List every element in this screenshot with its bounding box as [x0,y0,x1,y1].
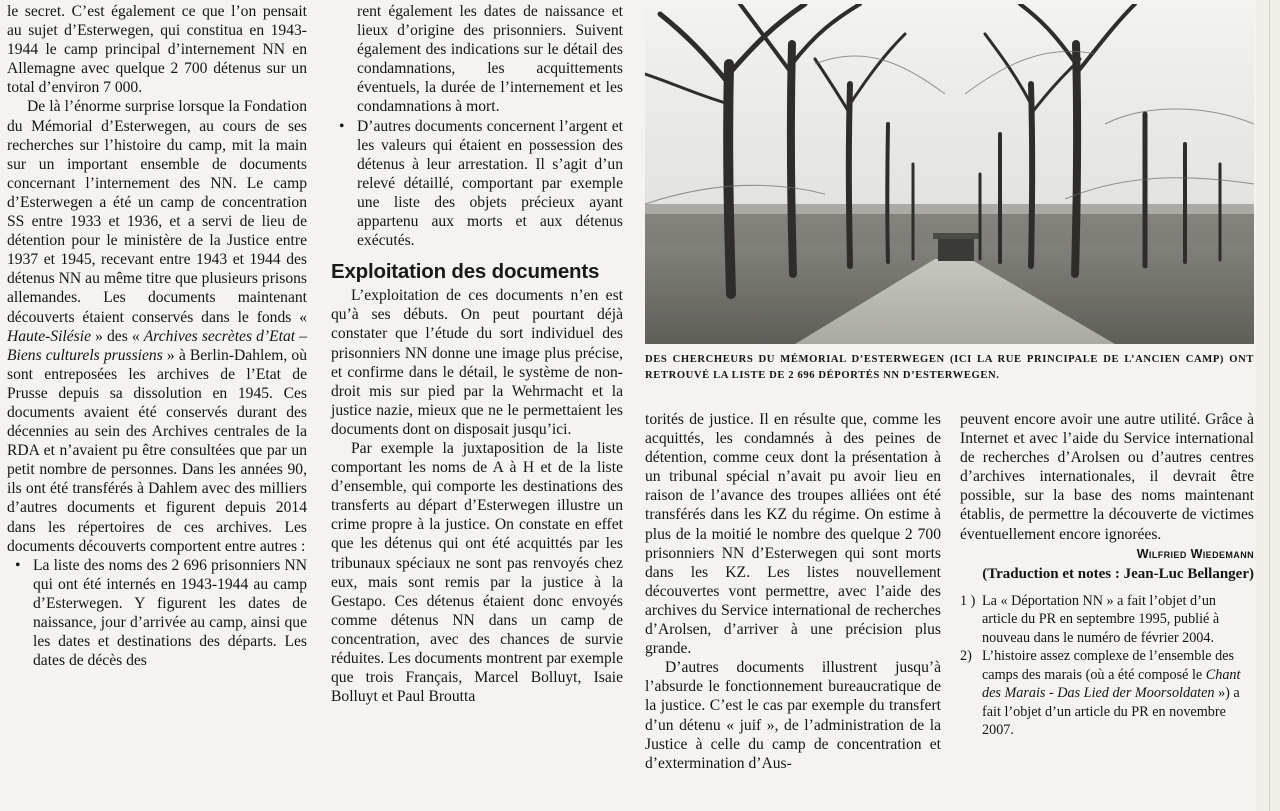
footnote-2 [960,647,1254,740]
column-4 [960,410,1254,740]
archive-fund-name: Haute-Silésie [7,327,92,345]
paragraph: Par exemple la juxtaposition de la liste comportant les noms de A à H et de la liste d’ensemble, qui comporte les destinations des transferts au départ d’Esterwegen illustre un crime propre à la justice. On constate en effet que les détenus qui ont été acquittés par les tribunaux spéciaux ne sont pas renvoyés chez eux, mais sont remis par la justice à la Gestapo. Ces détenus étaient donc envoyés comme détenus NN dans un camp de concentration, avec des chances de survie réduites. Les documents montrent par exemple que trois Français, Marcel Bolluyt, Isaie Bolluyt et Paul Broutta [331,439,623,706]
column-3 [645,410,941,773]
footnote-text: L’histoire assez complexe de l’ensemble des camps des marais (où a été composé le [982,648,1235,683]
text-run: De là l’énorme surprise lorsque la Fondation du Mémorial d’Esterwegen, au cours de ses recherches sur l’histoire du camp, mit la main sur un important ensemble de documents concernant l’internement des NN. Le camp d’Esterwegen a été un camp de concentration SS entre 1933 et 1936, et a servi de lieu de détention pour le ministère de la Justice entre 1937 et 1945, recevant entre 1943 et 1944 des détenus NN au même titre que plusieurs prisons allemandes. Les documents maintenant découverts étaient conservés dans le fonds « [7,98,307,326]
paragraph: le secret. C’est également ce que l’on pensait au sujet d’Esterwegen, qui constitua en 1943-1944 le camp principal d’internement NN en Allemagne avec quelque 2 700 détenus sur un total d’environ 7 000. [7,3,307,97]
paragraph: D’autres documents illustrent jusqu’à l’absurde le fonctionnement bureaucratique de la justice. C’est le cas par exemple du transfert d’un détenu « juif », de l’administration de la Justice à celle du camp de concentration et d’extermination d’Aus- [645,659,941,772]
bullet-item: • D’autres documents concernent l’argent et les valeurs qui étaient en possession des détenus à leur arrestation. Il s’agit d’un relevé détaillé, comportant par exemple une liste des objets précieux ayant appartenu aux morts et aux détenus exécutés. [331,117,623,251]
column-1 [7,2,307,670]
photo-illustration [645,4,1254,344]
archive-name: Archives secrètes d’Etat – Biens culturels prussiens [7,327,307,364]
footnote-number: 1 ) [960,592,976,609]
bullet-item: • La liste des noms des 2 696 prisonniers NN qui ont été internés en 1943-1944 au camp d’Esterwegen. Y figurent les dates de naissance, jour d’arrivée au camp, ainsi que les dates et destinations des départs. Les dates de décès des [7,556,307,671]
author-signature: Wilfried Wiedemann [1136,546,1254,561]
footnote-text: ») a fait l’objet d’un article du PR en novembre 2007. [982,685,1240,739]
scan-edge-line [1269,0,1270,811]
paragraph: torités de justice. Il en résulte que, comme les acquittés, les condamnés à des peines de détention, comme ceux dont la présentation à un tribunal spécial n’avait pu avoir lieu en raison de l’avance des troupes alliées ont été transférés dans les KZ du régime. On estime à plus de la moitié le nombre des quelque 2 700 prisonniers NN d’Esterwegen qui sont morts dans les KZ. Les listes nouvellement découvertes vont permettre, avec l’aide des archives du Service international de recherches d’Arolsen, d’arriver à une précision plus grande. [645,411,941,658]
bullet-list [7,556,307,671]
paragraph: peuvent encore avoir une autre utilité. Grâce à Internet et avec l’aide du Service international de recherches d’Arolsen ou d’autres centres d’archives internationales, il devrait être possible, sur la base des noms maintenant établis, de permettre la découverte de victimes éventuellement encore ignorées. [960,411,1254,543]
footnote-1 [960,592,1254,648]
paragraph [7,97,307,555]
tree-lined-avenue-photo [645,4,1254,344]
text-run: » à Berlin-Dahlem, où sont entreposées les archives de l’Etat de Prusse depuis sa dissolution en 1945. Ces documents avaient été conservés durant des décennies au sein des Archives centrales de la RDA et n’avaient pu être consultées que par un petit nombre de personnes. Dans les années 90, ils ont été transférés à Dahlem avec des milliers d’autres documents et figurent depuis 2014 dans les répertoires de ces archives. Les documents découverts comportent entre autres : [7,346,307,555]
photo-caption: DES CHERCHEURS DU MÉMORIAL D’ESTERWEGEN (ICI LA RUE PRINCIPALE DE L’ANCIEN CAMP) ONT RETROUVÉ LA LISTE DE 2 696 DÉPORTÉS NN D’ESTERWEGEN. [645,354,1254,381]
bullet-list [331,117,623,251]
bullet-continuation: rent également les dates de naissance et lieux d’origine des prisonniers. Suivent également des indications sur le détail des condamnations, les acquittements éventuels, la durée de l’internement et les condamnations à mort. [357,3,623,116]
column-2 [331,2,623,706]
paragraph: L’exploitation de ces documents n’en est qu’à ses débuts. On peut pourtant déjà constater que l’étude du sort individuel des prisonniers NN donne une image plus précise, et confirme dans le détail, le système de non-droit mis sur pied par la Wehrmacht et la justice nazie, mieux que ne le permettaient les documents dont on disposait jusqu’ici. [331,287,623,438]
footnote-number: 2) [960,648,972,665]
text-run: » des « [91,327,144,345]
footnote-text: La « Déportation NN » a fait l’objet d’un article du PR en septembre 1995, publié à nouveau dans le numéro de février 2004. [982,592,1220,646]
footnotes [960,592,1254,740]
song-title: Chant des Marais - Das Lied der Moorsoldaten [982,666,1241,702]
translation-credit: (Traduction et notes : Jean-Luc Bellanger) [982,565,1254,582]
section-heading: Exploitation des documents [331,260,600,284]
page-margin [1256,0,1280,811]
